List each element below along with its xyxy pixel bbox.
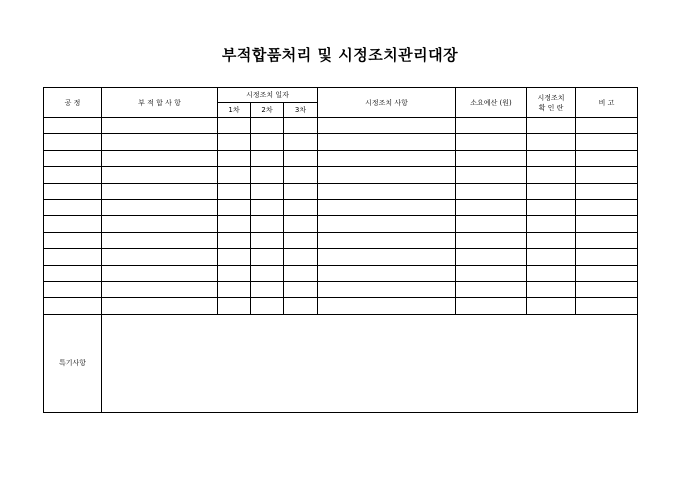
table-cell[interactable] [527,167,576,183]
table-cell[interactable] [251,249,284,265]
table-cell[interactable] [318,134,456,150]
table-cell[interactable] [251,265,284,281]
table-cell[interactable] [284,298,318,314]
table-cell[interactable] [456,150,527,166]
table-cell[interactable] [218,216,251,232]
table-cell[interactable] [318,199,456,215]
table-cell[interactable] [284,216,318,232]
table-cell[interactable] [456,249,527,265]
table-cell[interactable] [102,134,218,150]
table-cell[interactable] [576,249,638,265]
table-cell[interactable] [527,183,576,199]
table-cell[interactable] [102,150,218,166]
table-cell[interactable] [44,281,102,297]
table-cell[interactable] [318,118,456,134]
table-cell[interactable] [251,150,284,166]
header-confirmation-line1: 시정조치 [537,93,565,102]
table-cell[interactable] [44,134,102,150]
table-cell[interactable] [251,199,284,215]
table-row [44,134,638,150]
table-cell[interactable] [456,265,527,281]
header-confirmation-line2: 확 인 란 [538,103,564,112]
table-cell[interactable] [527,232,576,248]
table-row [44,232,638,248]
table-cell[interactable] [218,118,251,134]
header-round-2: 2차 [251,103,284,118]
table-cell[interactable] [456,118,527,134]
notes-field[interactable] [102,314,638,412]
table-row [44,150,638,166]
table-cell[interactable] [576,183,638,199]
table-cell[interactable] [102,281,218,297]
table-cell[interactable] [576,216,638,232]
table-cell[interactable] [102,216,218,232]
table-cell[interactable] [251,232,284,248]
table-cell[interactable] [218,199,251,215]
table-cell[interactable] [218,150,251,166]
table-cell[interactable] [456,216,527,232]
table-cell[interactable] [318,249,456,265]
table-cell[interactable] [284,167,318,183]
table-cell[interactable] [318,298,456,314]
table-cell[interactable] [456,232,527,248]
table-cell[interactable] [527,249,576,265]
table-cell[interactable] [251,216,284,232]
header-process: 공 정 [44,88,102,118]
table-row [44,281,638,297]
document-title: 부적합품처리 및 시정조치관리대장 [221,46,459,64]
table-cell[interactable] [576,281,638,297]
table-cell[interactable] [102,118,218,134]
header-nonconformity: 부 적 합 사 항 [102,88,218,118]
ledger-body [44,118,638,315]
table-cell[interactable] [218,281,251,297]
table-cell[interactable] [576,199,638,215]
table-cell[interactable] [527,216,576,232]
table-cell[interactable] [527,265,576,281]
table-cell[interactable] [284,249,318,265]
table-cell[interactable] [318,265,456,281]
table-cell[interactable] [318,167,456,183]
table-cell[interactable] [218,183,251,199]
table-cell[interactable] [284,199,318,215]
table-cell[interactable] [102,199,218,215]
table-cell[interactable] [527,199,576,215]
table-cell[interactable] [576,150,638,166]
table-cell[interactable] [218,167,251,183]
table-cell[interactable] [318,150,456,166]
ledger-table [43,87,638,413]
table-cell[interactable] [284,150,318,166]
table-row [44,216,638,232]
table-cell[interactable] [284,232,318,248]
table-cell[interactable] [576,298,638,314]
table-row [44,298,638,314]
table-cell[interactable] [456,134,527,150]
table-cell[interactable] [318,216,456,232]
table-cell[interactable] [576,265,638,281]
table-cell[interactable] [102,298,218,314]
table-cell[interactable] [102,183,218,199]
table-cell[interactable] [251,298,284,314]
table-cell[interactable] [44,232,102,248]
table-cell[interactable] [527,281,576,297]
table-cell[interactable] [318,232,456,248]
table-cell[interactable] [527,118,576,134]
table-cell[interactable] [218,232,251,248]
table-row [44,118,638,134]
table-cell[interactable] [251,167,284,183]
table-cell[interactable] [251,134,284,150]
header-confirmation [527,88,576,118]
table-cell[interactable] [576,167,638,183]
table-cell[interactable] [318,281,456,297]
table-cell[interactable] [102,232,218,248]
table-cell[interactable] [44,118,102,134]
table-cell[interactable] [284,118,318,134]
table-cell[interactable] [102,249,218,265]
table-cell[interactable] [218,298,251,314]
table-cell[interactable] [318,183,456,199]
table-cell[interactable] [527,150,576,166]
table-cell[interactable] [284,265,318,281]
table-cell[interactable] [576,134,638,150]
table-cell[interactable] [456,183,527,199]
table-cell[interactable] [527,134,576,150]
table-cell[interactable] [44,249,102,265]
notes-label: 특기사항 [44,314,102,412]
table-row [44,249,638,265]
table-cell[interactable] [251,281,284,297]
table-cell[interactable] [284,281,318,297]
table-cell[interactable] [44,216,102,232]
header-round-1: 1차 [218,103,251,118]
table-row [44,265,638,281]
table-cell[interactable] [102,167,218,183]
table-cell[interactable] [218,265,251,281]
table-cell[interactable] [44,167,102,183]
table-row [44,167,638,183]
table-cell[interactable] [44,265,102,281]
table-cell[interactable] [527,298,576,314]
header-budget: 소요예산 (원) [456,88,527,118]
table-cell[interactable] [576,118,638,134]
table-row [44,199,638,215]
header-remarks: 비 고 [576,88,638,118]
table-cell[interactable] [456,199,527,215]
table-cell[interactable] [284,183,318,199]
table-cell[interactable] [284,134,318,150]
table-cell[interactable] [102,265,218,281]
table-cell[interactable] [251,183,284,199]
table-cell[interactable] [456,281,527,297]
table-cell[interactable] [44,150,102,166]
table-cell[interactable] [218,134,251,150]
table-cell[interactable] [251,118,284,134]
table-row [44,183,638,199]
header-action-date: 시정조치 일자 [218,88,318,103]
table-cell[interactable] [456,167,527,183]
table-cell[interactable] [218,249,251,265]
table-cell[interactable] [44,298,102,314]
header-round-3: 3차 [284,103,318,118]
table-cell[interactable] [456,298,527,314]
table-cell[interactable] [44,183,102,199]
table-cell[interactable] [44,199,102,215]
header-corrective-action: 시정조치 사항 [318,88,456,118]
table-cell[interactable] [576,232,638,248]
